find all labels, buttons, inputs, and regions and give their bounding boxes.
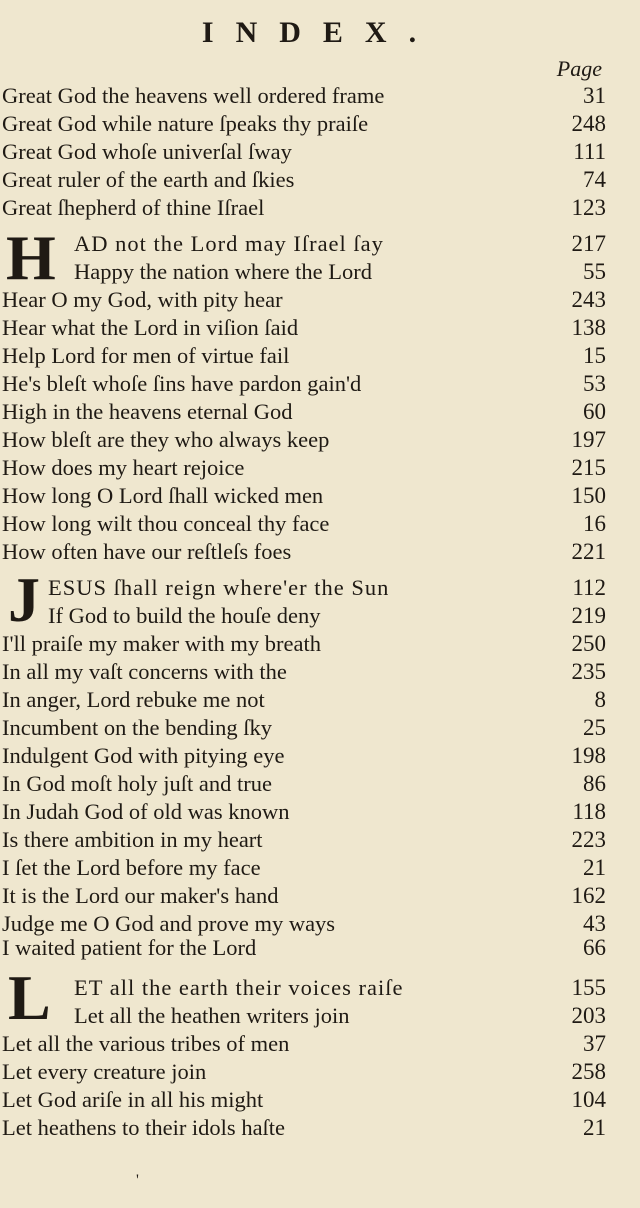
index-entry [2,138,606,166]
index-entry [2,1114,606,1142]
entry-text: I waited patient for the Lord [2,935,257,960]
entry-text: Happy the nation where the Lord [74,259,373,284]
entry-text: Let God ariſe in all his might [2,1087,264,1112]
index-entry [2,630,606,658]
index-entry [2,574,606,602]
entry-page: 118 [572,799,606,824]
drop-cap-l: L [8,962,51,1033]
entry-text: I'll praiſe my maker with my breath [2,631,321,656]
index-entry [2,854,606,882]
drop-cap-h: H [6,222,56,293]
entry-page: 37 [583,1031,606,1056]
index-entry [2,686,606,714]
entry-text: Let all the heathen writers join [74,1003,350,1028]
entry-text: Hear O my God, with pity hear [2,287,283,312]
entry-page: 138 [571,315,606,340]
entry-text: He's bleſt whoſe ſins have pardon gain'd [2,371,362,396]
entry-text: Let every creature join [2,1059,207,1084]
entry-text: If God to build the houſe deny [48,603,321,628]
entry-page: 31 [583,83,606,108]
index-entry [2,1058,606,1086]
index-entry [2,974,606,1002]
entry-page: 219 [571,603,606,628]
entry-page: 112 [572,575,606,600]
index-entry [2,826,606,854]
entry-page: 155 [571,975,606,1000]
entry-text: In God moſt holy juſt and true [2,771,272,796]
index-entry [2,314,606,342]
entry-page: 21 [583,1115,606,1140]
entry-text: Hear what the Lord in viſion ſaid [2,315,299,340]
entry-text: I ſet the Lord before my face [2,855,261,880]
entry-page: 248 [571,111,606,136]
index-entry [2,166,606,194]
entry-page: 258 [571,1059,606,1084]
entry-page: 16 [583,511,606,536]
entry-page: 197 [571,427,606,452]
entry-text: AD not the Lord may Iſrael ſay [74,231,384,256]
index-entry [2,258,606,286]
index-entry [2,398,606,426]
index-entry [2,882,606,910]
page-column-label: Page [556,56,602,81]
index-entry [2,110,606,138]
entry-text: Is there ambition in my heart [2,827,263,852]
entry-text: How long wilt thou conceal thy face [2,511,330,536]
entry-page: 74 [583,167,606,192]
index-entry [2,770,606,798]
index-entry [2,658,606,686]
entry-text: ESUS ſhall reign where'er the Sun [48,575,390,600]
index-entry [2,426,606,454]
index-entry [2,934,606,962]
entry-text: In anger, Lord rebuke me not [2,687,265,712]
entry-text: High in the heavens eternal God [2,399,293,424]
entry-page: 243 [571,287,606,312]
entry-text: How long O Lord ſhall wicked men [2,483,324,508]
entry-page: 104 [571,1087,606,1112]
entry-text: Great God whoſe univerſal ſway [2,139,292,164]
entry-text: Let heathens to their idols haſte [2,1115,286,1140]
entry-page: 198 [571,743,606,768]
entry-page: 86 [583,771,606,796]
entry-page: 43 [583,911,606,936]
index-entry [2,1002,606,1030]
entry-page: 55 [583,259,606,284]
index-entry [2,454,606,482]
index-entry [2,510,606,538]
entry-text: Let all the various tribes of men [2,1031,290,1056]
entry-page: 53 [583,371,606,396]
entry-text: In Judah God of old was known [2,799,290,824]
index-entry [2,714,606,742]
entry-page: 223 [571,827,606,852]
entry-page: 60 [583,399,606,424]
entry-page: 250 [571,631,606,656]
entry-page: 66 [583,935,606,960]
entry-text: Help Lord for men of virtue fail [2,343,290,368]
entry-page: 123 [571,195,606,220]
index-entry [2,1086,606,1114]
index-entry [2,342,606,370]
index-entry [2,602,606,630]
entry-page: 15 [583,343,606,368]
index-entry [2,230,606,258]
drop-cap-j: J [8,564,40,635]
entry-page: 235 [571,659,606,684]
entry-page: 150 [571,483,606,508]
entry-text: Great God while nature ſpeaks thy praiſe [2,111,369,136]
entry-page: 217 [571,231,606,256]
page-title: INDEX. [201,16,439,49]
entry-page: 203 [571,1003,606,1028]
entry-text: How often have our reſtleſs foes [2,539,292,564]
index-entry [2,1030,606,1058]
entry-text: How bleſt are they who always keep [2,427,330,452]
entry-text: Great God the heavens well ordered frame [2,83,385,108]
entry-text: How does my heart rejoice [2,455,245,480]
entry-text: Indulgent God with pitying eye [2,743,285,768]
entry-page: 111 [573,139,606,164]
index-entry [2,286,606,314]
footer-mark: ' [136,1172,139,1189]
entry-page: 215 [571,455,606,480]
index-entry [2,370,606,398]
entry-page: 221 [571,539,606,564]
index-entry [2,194,606,222]
entry-text: Judge me O God and prove my ways [2,911,336,936]
index-entry [2,538,606,566]
entry-text: Great ruler of the earth and ſkies [2,167,295,192]
entry-page: 162 [571,883,606,908]
index-entry [2,798,606,826]
entry-page: 25 [583,715,606,740]
entry-text: Incumbent on the bending ſky [2,715,272,740]
entry-text: Great ſhepherd of thine Iſrael [2,195,265,220]
index-entry [2,82,606,110]
entry-page: 21 [583,855,606,880]
index-entry [2,482,606,510]
entry-text: ET all the earth their voices raiſe [74,975,404,1000]
entry-text: In all my vaſt concerns with the [2,659,287,684]
entry-text: It is the Lord our maker's hand [2,883,279,908]
entry-page: 8 [594,687,606,712]
index-entry [2,742,606,770]
